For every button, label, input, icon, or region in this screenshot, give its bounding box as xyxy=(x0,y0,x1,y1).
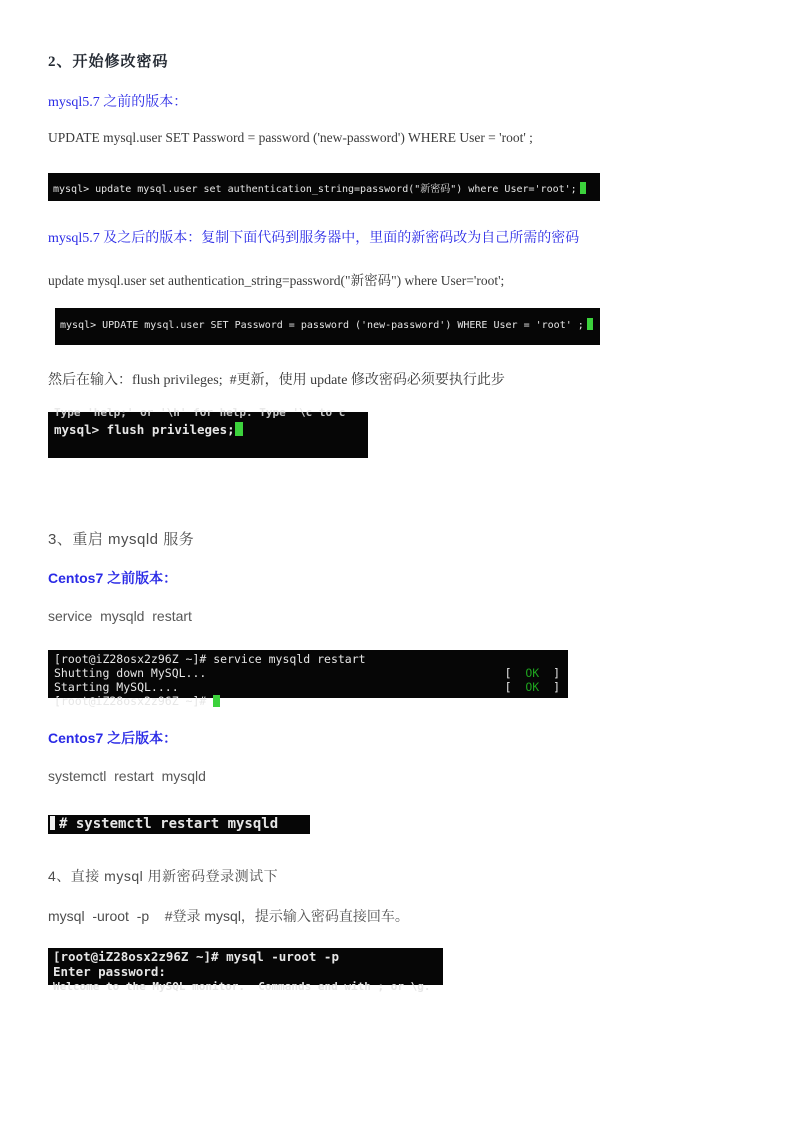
flush-privileges-note: 然后在输入：flush privileges; #更新，使用 update 修改密码必须要执行此步 xyxy=(48,373,505,388)
starting-message: Starting MySQL.... xyxy=(54,680,179,694)
centos7-after-label: Centos7 之后版本： xyxy=(48,730,178,746)
systemctl-restart-command: systemctl restart mysqld xyxy=(48,768,206,784)
section3-heading: 3、重启 mysqld 服务 xyxy=(48,531,195,548)
enter-password-line: Enter password: xyxy=(53,964,166,979)
terminal-prompt-line: [root@iZ28osx2z96Z ~]# mysql -uroot -p xyxy=(53,949,339,964)
terminal-cursor xyxy=(587,318,593,330)
terminal-prompt-line: [root@iZ28osx2z96Z ~]# service mysqld restart xyxy=(54,652,366,666)
terminal-command-text: mysql> flush privileges; xyxy=(54,422,235,437)
mysql57-after-label: mysql5.7 及之后的版本：复制下面代码到服务器中，里面的新密码改为自己所需的密码 xyxy=(48,231,580,246)
terminal-command-text: # systemctl restart mysqld xyxy=(59,816,279,832)
update-password-sql-old: UPDATE mysql.user SET Password = password ('new-password') WHERE User = 'root' ; xyxy=(48,130,533,145)
terminal-systemctl-restart xyxy=(48,815,310,834)
service-restart-command: service mysqld restart xyxy=(48,608,192,624)
terminal-mysql-login xyxy=(48,948,443,993)
section2-heading: 2、开始修改密码 xyxy=(48,54,169,70)
terminal-cursor xyxy=(213,695,220,707)
terminal-cursor xyxy=(580,182,586,194)
update-authentication-sql-new: update mysql.user set authentication_string=password("新密码") where User='root'; xyxy=(48,273,505,288)
terminal-command-text: mysql> UPDATE mysql.user SET Password = password ('new-password') WHERE User = 'root' ; xyxy=(60,320,584,331)
status-bracket: [ xyxy=(504,680,526,694)
terminal-cursor xyxy=(235,422,243,436)
terminal-flush-privileges xyxy=(48,406,368,458)
terminal-update-authentication-string xyxy=(48,173,600,201)
terminal-update-password xyxy=(55,308,600,345)
mysql57-before-label: mysql5.7 之前的版本： xyxy=(48,95,188,110)
terminal-cursor xyxy=(50,816,55,830)
terminal-command-text: mysql> update mysql.user set authentication_string=password("新密码") where User='root'; xyxy=(53,184,577,195)
status-bracket: ] xyxy=(539,680,560,694)
terminal-clipped-line: Welcome to the MySQL monitor. Commands end with ; or \g. xyxy=(53,980,431,993)
terminal-clipped-line: [root@iZ28osx2z96Z ~]# xyxy=(54,694,214,708)
terminal-clipped-line: Type 'help;' or '\h' for help. Type '\c to c xyxy=(54,406,346,419)
status-bracket: ] xyxy=(539,666,560,680)
section4-heading: 4、直接 mysql 用新密码登录测试下 xyxy=(48,868,279,884)
ok-status: OK xyxy=(525,680,540,694)
shutdown-message: Shutting down MySQL... xyxy=(54,666,207,680)
terminal-service-restart xyxy=(48,650,568,708)
ok-status: OK xyxy=(525,666,540,680)
centos7-before-label: Centos7 之前版本： xyxy=(48,570,178,586)
mysql-login-command: mysql -uroot -p #登录 mysql，提示输入密码直接回车。 xyxy=(48,908,409,924)
status-bracket: [ xyxy=(504,666,526,680)
